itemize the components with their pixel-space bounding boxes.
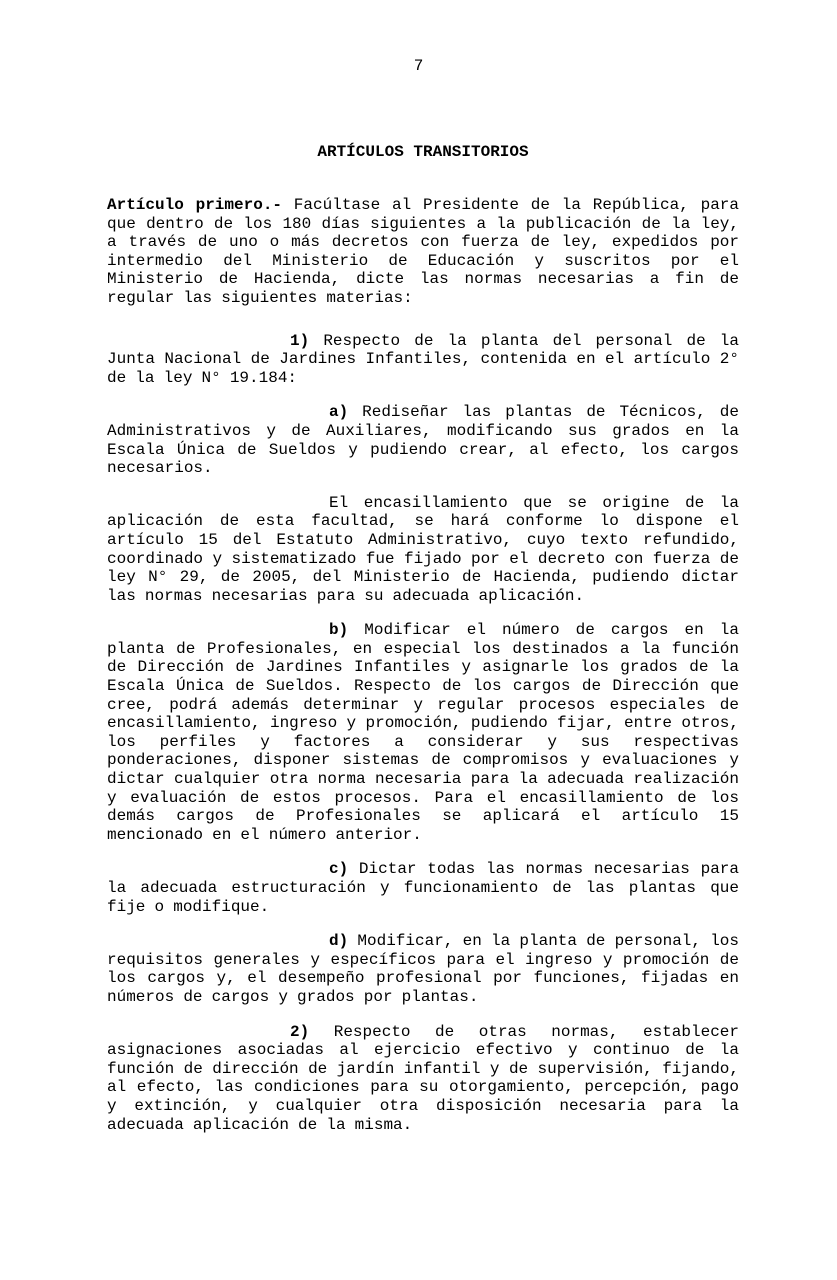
item-a-continuation-paragraph: [107, 494, 739, 606]
article-text: Facúltase al Presidente de la República, para que dentro de los 180 días siguientes a la publicación de la ley, a través de uno o más decretos con fuerza de ley, expedidos por intermedio del Ministerio de Educación y suscritos por el Ministerio de Hacienda, dicte las normas necesarias a fin de regular las siguientes materias:: [107, 196, 739, 307]
item-1-text: Respecto de la planta del personal de la Junta Nacional de Jardines Infantiles, contenida en el artículo 2° de la ley N° 19.184:: [107, 331, 739, 387]
item-2-marker: 2): [290, 1022, 310, 1041]
section-title: ARTÍCULOS TRANSITORIOS: [317, 143, 529, 161]
item-2-text: Respecto de otras normas, establecer asignaciones asociadas al ejercicio efectivo y continuo de la función de dirección de jardín infantil y de supervisión, fijando, al efecto, las condiciones para su otorgamiento, percepción, pago y extinción, y cualquier otra disposición necesaria para la adecuada aplicación de la misma.: [107, 1022, 739, 1134]
article-label: Artículo primero.-: [107, 196, 283, 214]
item-d-marker: d): [329, 932, 349, 951]
item-a-paragraph: [107, 403, 739, 477]
body-text: [107, 196, 739, 1134]
article-paragraph: [107, 196, 739, 308]
item-a-continuation-text: El encasillamiento que se origine de la aplicación de esta facultad, se hará conforme lo dispone el artículo 15 del Estatuto Administrativo, cuyo texto refundido, coordinado y sistematizado fue fijado por el decreto con fuerza de ley N° 29, de 2005, del Ministerio de Hacienda, pudiendo dictar las normas necesarias para su adecuada aplicación.: [107, 493, 739, 605]
item-b-marker: b): [329, 621, 349, 640]
item-2-paragraph: [107, 1023, 739, 1135]
item-c-text: Dictar todas las normas necesarias para la adecuada estructuración y funcionamiento de las plantas que fije o modifique.: [107, 860, 739, 916]
item-b-paragraph: [107, 621, 739, 844]
item-d-paragraph: [107, 932, 739, 1006]
item-c-marker: c): [329, 860, 349, 879]
item-d-text: Modificar, en la planta de personal, los requisitos generales y específicos para el ingreso y promoción de los cargos y, el desempeño profesional por funciones, fijadas en números de cargos y grados por plantas.: [107, 932, 739, 1006]
item-a-marker: a): [329, 403, 349, 422]
page-number: 7: [413, 57, 424, 75]
item-c-paragraph: [107, 860, 739, 916]
item-b-text: Modificar el número de cargos en la planta de Profesionales, en especial los destinados a la función de Dirección de Jardines Infantiles y asignarle los grados de la Escala Única de Sueldos. Respecto de los cargos de Dirección que cree, podrá además determinar y regular procesos especiales de encasillamiento, ingreso y promoción, pudiendo fijar, entre otros, los perfiles y factores a considerar y sus respectivas ponderaciones, disponer sistemas de compromisos y evaluaciones y dictar cualquier otra norma necesaria para la adecuada realización y evaluación de estos procesos. Para el encasillamiento de los demás cargos de Profesionales se aplicará el artículo 15 mencionado en el número anterior.: [107, 621, 739, 844]
item-a-text: Rediseñar las plantas de Técnicos, de Administrativos y de Auxiliares, modificando sus grados en la Escala Única de Sueldos y pudiendo crear, al efecto, los cargos necesarios.: [107, 403, 739, 478]
item-1-marker: 1): [290, 331, 310, 350]
item-1-paragraph: [107, 332, 739, 388]
